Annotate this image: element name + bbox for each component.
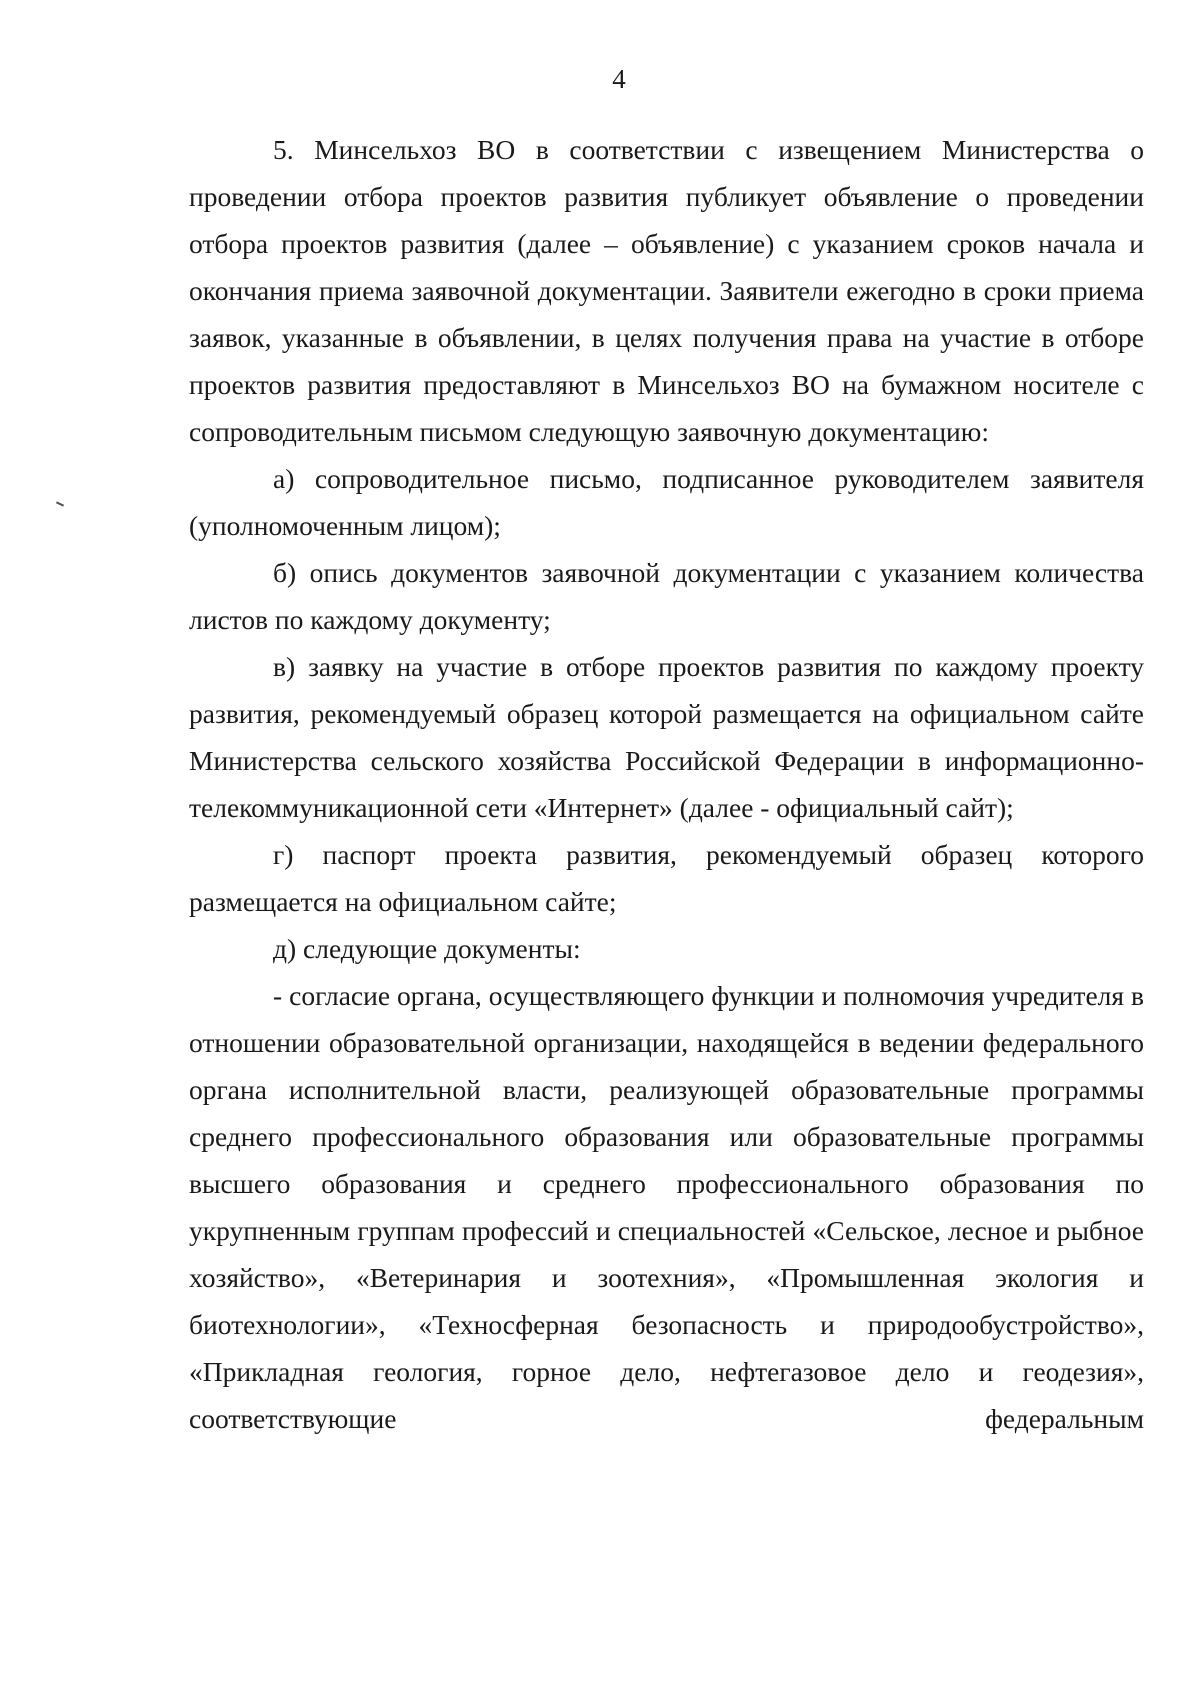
paragraph-consent: - согласие органа, осуществляющего функции и полномочия учредителя в отношении образовательной организации, находящейся в ведении федерального органа исполнительной власти, реализующей образовательные программы среднего профессионального образования или образовательные программы высшего образования и среднего профессионального образования по укрупненным группам профессий и специальностей «Сельское, лесное и рыбное хозяйство», «Ветеринария и зоотехния», «Промышленная экология и биотехнологии», «Техносферная безопасность и природообустройство», «Прикладная геология, горное дело, нефтегазовое дело и геодезия», соответствующие федеральным [189,980,1144,1434]
scan-artifact-mark [56,501,64,506]
document-body [189,126,1144,1442]
paragraph-item-d: д) следующие документы: [273,933,581,964]
paragraph-item-v: в) заявку на участие в отборе проектов развития по каждому проекту развития, рекомендуемый образец которой размещается на официальном сайте Министерства сельского хозяйства Российской Федерации в информационно-телекоммуникационной сети «Интернет» (далее - официальный сайт); [189,651,1144,823]
paragraph-item-b: б) опись документов заявочной документации с указанием количества листов по каждому документу; [189,557,1144,635]
paragraph-item-g: г) паспорт проекта развития, рекомендуемый образец которого размещается на официальном сайте; [189,839,1144,917]
paragraph-section-5: 5. Минсельхоз ВО в соответствии с извещением Министерства о проведении отбора проектов развития публикует объявление о проведении отбора проектов развития (далее – объявление) с указанием сроков начала и окончания приема заявочной документации. Заявители ежегодно в сроки приема заявок, указанные в объявлении, в целях получения права на участие в отборе проектов развития предоставляют в Минсельхоз ВО на бумажном носителе с сопроводительным письмом следующую заявочную документацию: [189,134,1144,447]
paragraph-item-a: а) сопроводительное письмо, подписанное руководителем заявителя (уполномоченным лицом); [189,463,1144,541]
page-number: 4 [612,64,626,94]
